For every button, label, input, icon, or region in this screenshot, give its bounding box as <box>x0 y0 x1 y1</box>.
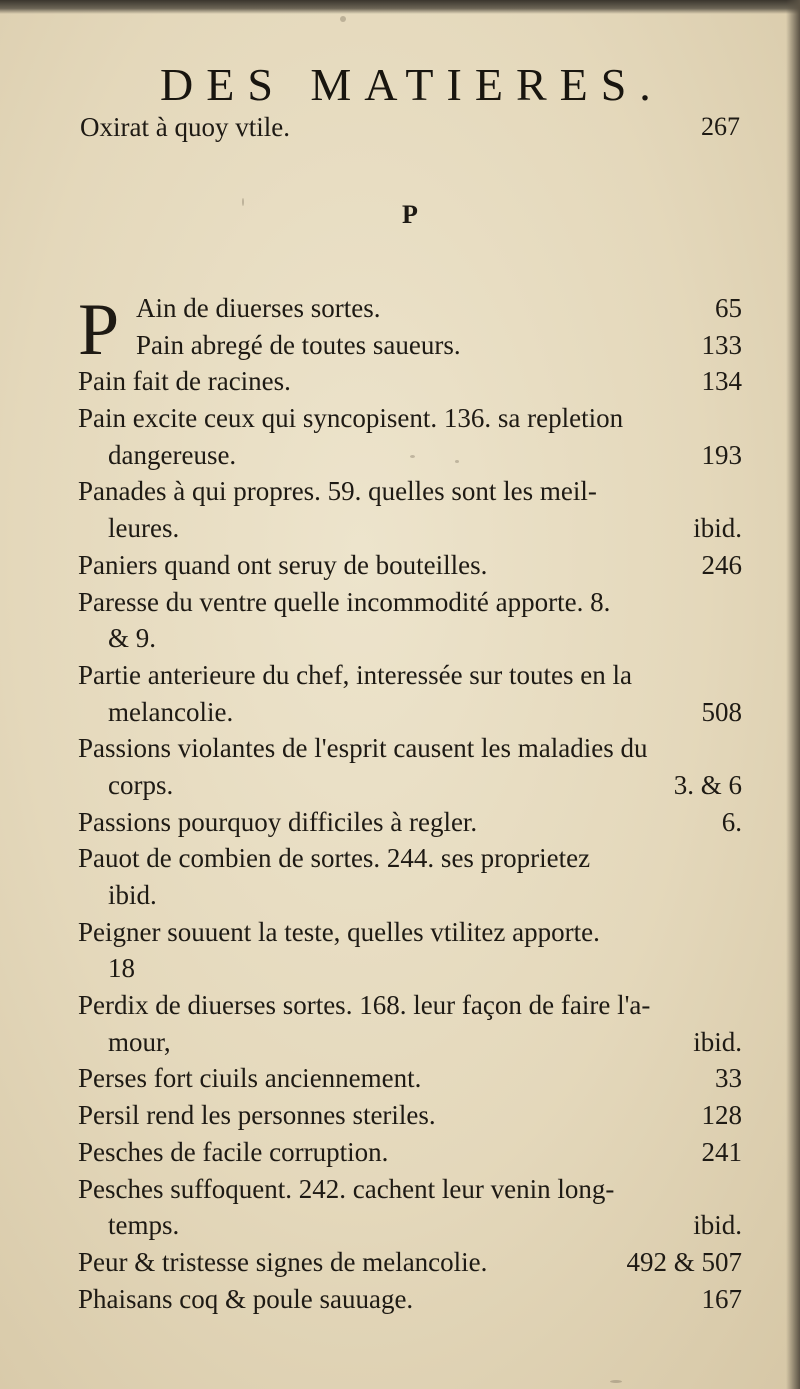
index-line <box>78 987 742 1024</box>
page-reference: 133 <box>701 329 742 360</box>
entry-text: Passions pourquoy difficiles à regler. <box>78 806 478 837</box>
continued-entry: Oxirat à quoy vtile. <box>80 112 290 142</box>
entry-text: Paniers quand ont seruy de bouteilles. <box>78 549 488 580</box>
index-line <box>78 510 742 547</box>
page-reference: 134 <box>701 366 742 397</box>
page-top-shadow <box>0 0 800 14</box>
entry-text: Perses fort ciuils anciennement. <box>78 1063 422 1094</box>
index-line <box>78 473 742 510</box>
index-line <box>78 877 742 914</box>
page-reference: 6. <box>721 806 742 837</box>
index-line <box>78 1060 742 1097</box>
entry-text: Pain fait de racines. <box>78 366 291 397</box>
entry-text: melancolie. <box>108 696 234 727</box>
continued-entry-ref: 267 <box>701 112 740 141</box>
entry-text: & 9. <box>108 623 157 654</box>
index-line <box>78 914 742 951</box>
entry-text: Paresse du ventre quelle incommodité apporte. 8. <box>78 586 611 617</box>
index-line <box>78 327 742 364</box>
entry-text: Perdix de diuerses sortes. 168. leur façon de faire l'a- <box>78 990 651 1021</box>
page-reference: 193 <box>701 439 742 470</box>
page-reference: 508 <box>701 696 742 727</box>
drop-cap: P <box>78 289 120 371</box>
entry-text: Ain de diuerses sortes. <box>136 293 381 323</box>
page-reference: 128 <box>701 1100 742 1131</box>
index-line <box>78 804 742 841</box>
entry-text: ibid. <box>108 880 157 910</box>
index-line <box>78 1134 742 1171</box>
page-reference: 65 <box>715 293 742 323</box>
page-reference: 241 <box>701 1136 742 1167</box>
index-line <box>78 767 742 804</box>
entry-text: Phaisans coq & poule sauuage. <box>78 1283 414 1314</box>
index-line <box>78 584 742 621</box>
entry-text: corps. <box>108 769 174 800</box>
entry-text: Pesches de facile corruption. <box>78 1136 389 1167</box>
entry-text: 18 <box>108 953 135 984</box>
entry-text: temps. <box>108 1210 180 1241</box>
entry-text: Pain excite ceux qui syncopisent. 136. sa repletion <box>78 403 624 434</box>
entry-text: Passions violantes de l'esprit causent les maladies du <box>78 733 648 764</box>
running-header: DES MATIERES. <box>160 59 664 110</box>
page-reference: ibid. <box>693 1210 742 1241</box>
entry-text: Persil rend les personnes steriles. <box>78 1100 436 1131</box>
index-line <box>78 1171 742 1208</box>
entry-text: Pauot de combien de sortes. 244. ses proprietez <box>78 843 591 874</box>
entry-text: Peigner souuent la teste, quelles vtilitez apporte. <box>78 916 600 947</box>
entry-text: Panades à qui propres. 59. quelles sont les meil- <box>78 476 597 507</box>
index-line <box>78 1281 742 1318</box>
entry-text: Pesches suffoquent. 242. cachent leur venin long- <box>78 1173 615 1204</box>
index-line <box>78 1244 742 1281</box>
entry-text: dangereuse. <box>108 439 237 470</box>
index-line <box>78 363 742 400</box>
index-entries <box>78 290 742 1317</box>
page-edge-shadow <box>786 0 800 1389</box>
index-line <box>78 1207 742 1244</box>
index-line <box>78 657 742 694</box>
entry-text: Peur & tristesse signes de melancolie. <box>78 1246 488 1277</box>
entry-text: leures. <box>108 513 180 544</box>
page-reference: 33 <box>715 1063 742 1094</box>
index-line <box>78 547 742 584</box>
index-line <box>78 620 742 657</box>
page-reference: 167 <box>701 1283 742 1314</box>
entry-text: Pain abregé de toutes saueurs. <box>136 329 461 360</box>
index-line <box>78 730 742 767</box>
page-reference: 246 <box>701 549 742 580</box>
entry-text: Partie anterieure du chef, interessée sur toutes en la <box>78 659 633 690</box>
page-reference: ibid. <box>693 513 742 544</box>
index-line <box>78 840 742 877</box>
section-heading: P <box>402 200 418 229</box>
page-reference: 3. & 6 <box>673 769 742 800</box>
index-line <box>78 950 742 987</box>
index-line <box>78 694 742 731</box>
index-line <box>78 1024 742 1061</box>
page-reference: ibid. <box>693 1026 742 1057</box>
index-line <box>78 1097 742 1134</box>
index-line <box>78 400 742 437</box>
index-line <box>78 290 742 327</box>
entry-text: mour, <box>108 1026 171 1057</box>
page-reference: 492 & 507 <box>626 1246 742 1277</box>
